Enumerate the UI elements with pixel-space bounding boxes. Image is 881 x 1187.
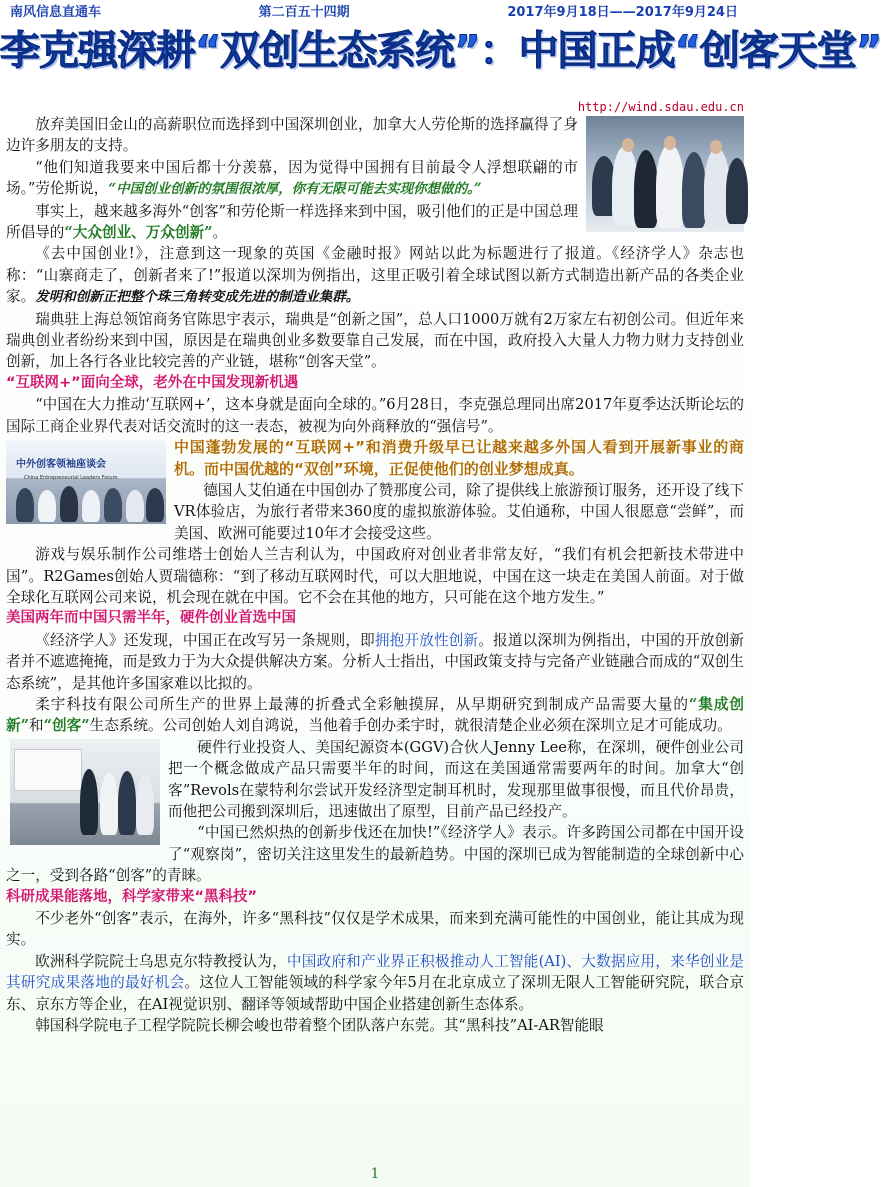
issue-date-range: 2017年9月18日——2017年9月24日: [507, 4, 738, 20]
highlight-phrase: 拥抱开放性创新: [374, 631, 479, 649]
highlight-quote: “中国创业创新的氛围很浓厚，你有无限可能去实现你想做的。”: [108, 181, 482, 198]
highlight-phrase: 中国政府和产业界正积极推动人工智能(AI)、大数据应用，来华创业是其研究成果落地的最好机会: [6, 952, 744, 992]
newsletter-name: 南风信息直通车: [10, 4, 102, 20]
crowd-photo: [586, 116, 744, 232]
section-heading: 美国两年而中国只需半年，硬件创业首选中国: [6, 610, 296, 627]
highlight-term: “创客”: [43, 717, 90, 735]
section-heading: 科研成果能落地，科学家带来“黑科技”: [6, 888, 258, 905]
paragraph: “中国在大力推动‘互联网+’，这本身就是面向全球的。”6月28日，李克强总理同出席2017年夏季达沃斯论坛的国际工商企业界代表对话交流时的这一表态，被视为向外商释放的“强信号”。: [6, 396, 744, 435]
headline: 李克强深耕“双创生态系统”：中国正成“创客天堂”: [0, 28, 881, 74]
page-number: 1: [370, 1166, 380, 1182]
highlight-term: “集成创新”: [6, 695, 744, 735]
highlight-slogan: “大众创业、万众创新”: [64, 224, 213, 242]
paragraph: 不少老外“创客”表示，在海外，许多“黑科技”仅仅是学术成果，而来到充满可能性的中国创业，能让其成为现实。: [6, 910, 744, 949]
paragraph: 瑞典驻上海总领馆商务官陈思宇表示，瑞典是“创新之国”，总人口1000万就有2万家左右初创公司。但近年来瑞典创业者纷纷来到中国，原因是在瑞典创业多数要靠自己发展，而在中国，政府投入大量人力物力财力支持创业创新，加上各行各业比较完善的产业链，堪称“创客天堂”。: [6, 310, 744, 371]
paragraph: 柔宇科技有限公司所生产的世界上最薄的折叠式全彩触摸屏，从早期研究到制成产品需要大量的“集成创新”和“创客”生态系统。公司创始人刘自鸿说，当他着手创办柔宇时，就很清楚企业必须在深圳立足才可能成功。: [6, 695, 744, 735]
paragraph: 《去中国创业!》，注意到这一现象的英国《金融时报》网站以此为标题进行了报道。《经济学人》杂志也称：“山寨商走了，创新者来了!”报道以深圳为例指出，这里正吸引着全球试图以新方式制造出新产品的各类企业家。发明和创新正把整个珠三角转变成先进的制造业集群。: [6, 245, 744, 306]
forum-banner-title: 中外创客领袖座谈会: [16, 459, 106, 471]
paragraph: 放弃美国旧金山的高薪职位而选择到中国深圳创业，加拿大人劳伦斯的选择赢得了身边许多朋友的支持。: [6, 116, 578, 155]
paragraph: 游戏与娱乐制作公司维塔士创始人兰吉利认为，中国政府对创业者非常友好，“我们有机会把新技术带进中国”。R2Games创始人贾瑞德称：“到了移动互联网时代，可以大胆地说，中国在这一块走在美国人前面。对于做全球化互联网公司来说，机会现在就在中国。它不会在其他的地方，只可能在这个地方发生。”: [6, 546, 744, 606]
paragraph: 韩国科学院电子工程学院院长柳会峻也带着整个团队落户东莞。其“黑科技”AI-AR智能眼: [35, 1017, 604, 1035]
paragraph: 《经济学人》还发现，中国正在改写另一条规则，即拥抱开放性创新。报道以深圳为例指出，中国的开放创新者并不遮遮掩掩，而是致力于为大众提供解决方案。分析人士指出，中国政策支持与完备产业链融合而成的“双创生态系统”，是其他许多国家难以比拟的。: [6, 631, 744, 692]
highlight-statement: 发明和创新正把整个珠三角转变成先进的制造业集群。: [35, 289, 360, 306]
callout-text: 中国蓬勃发展的“互联网+”和消费升级早已让越来越多外国人看到开展新事业的商机。而中国优越的“双创”环境，正促使他们的创业梦想成真。: [174, 438, 744, 478]
issue-number: 第二百五十四期: [258, 4, 350, 20]
source-url[interactable]: http://wind.sdau.edu.cn: [577, 100, 744, 114]
paragraph: “他们知道我要来中国后都十分羡慕，因为觉得中国拥有目前最令人浮想联翩的市场。”劳伦斯说，“中国创业创新的氛围很浓厚，你有无限可能去实现你想做的。”: [6, 158, 578, 198]
paragraph: 欧洲科学院院士乌思克尔特教授认为，中国政府和产业界正积极推动人工智能(AI)、大数据应用，来华创业是其研究成果落地的最好机会。这位人工智能领域的科学家今年5月在北京成立了深圳无限人工智能研究院，联合京东、京东方等企业，在AI视觉识别、翻译等领域帮助中国企业搭建创新生态体系。: [6, 952, 744, 1013]
paragraph: 德国人艾伯通在中国创办了赞那度公司，除了提供线上旅游预订服务，还开设了线下VR体验店，为旅行者带来360度的虚拟旅游体验。艾伯通称，中国人很愿意“尝鲜”，而美国、欧洲可能要过10年才会接受这些。: [174, 481, 744, 542]
meeting-photo: [10, 739, 160, 845]
paragraph: “中国已然炽热的创新步伐还在加快!”《经济学人》表示。许多跨国公司都在中国开设了“观察岗”，密切关注这里发生的最新趋势。中国的深圳已成为智能制造的全球创新中心之一，受到各路“创客”的青睐。: [6, 824, 744, 885]
masthead: [0, 0, 750, 20]
forum-photo: [6, 440, 166, 524]
forum-banner-subtitle: China Entrepreneurial Leaders Forum: [24, 475, 118, 482]
article-body: [6, 114, 744, 1036]
section-heading: “互联网+”面向全球，老外在中国发现新机遇: [6, 374, 299, 391]
paragraph: 事实上，越来越多海外“创客”和劳伦斯一样选择来到中国，吸引他们的正是中国总理所倡导的“大众创业、万众创新”。: [6, 202, 578, 242]
paragraph: 硬件行业投资人、美国纪源资本(GGV)合伙人Jenny Lee称，在深圳，硬件创业公司把一个概念做成产品只需要半年的时间，而这在美国通常需要两年的时间。加拿大“创客”Revols在蒙特利尔尝试开发经济型定制耳机时，发现那里做事很慢，而且代价昂贵，而他把公司搬到深圳后，迅速做出了原型，目前产品已经投产。: [168, 738, 744, 820]
